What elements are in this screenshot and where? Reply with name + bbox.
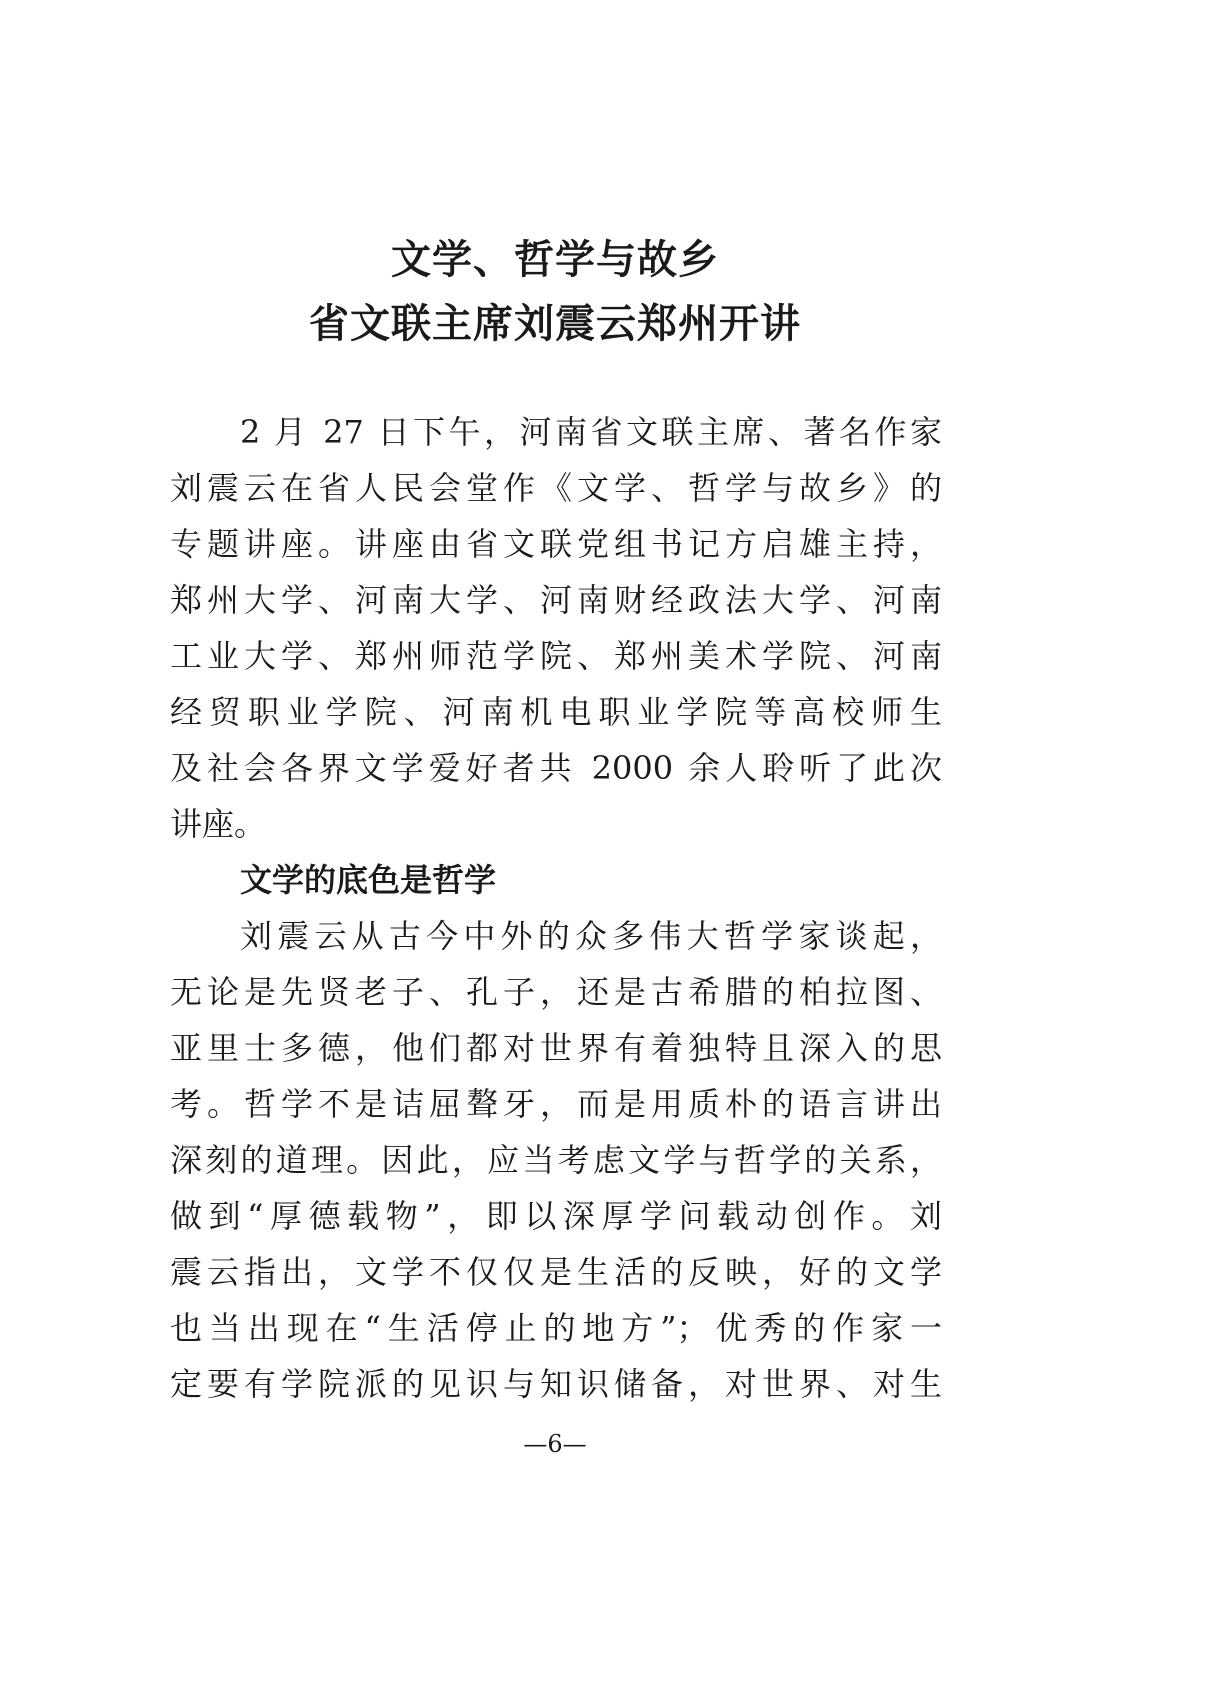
paragraph-line: 经贸职业学院、河南机电职业学院等高校师生 — [170, 693, 942, 731]
paragraph-line: 专题讲座。讲座由省文联党组书记方启雄主持， — [170, 525, 942, 563]
paragraph-line: 做到“厚德载物”，即以深厚学问载动创作。刘 — [170, 1197, 942, 1235]
paragraph-line: 讲座。 — [170, 805, 267, 843]
paragraph-line: 亚里士多德，他们都对世界有着独特且深入的思 — [170, 1029, 942, 1067]
article-title-line-1: 文学、哲学与故乡 — [391, 236, 719, 283]
article-title-line-2: 省文联主席刘震云郑州开讲 — [309, 300, 801, 347]
paragraph-line: 震云指出，文学不仅仅是生活的反映，好的文学 — [170, 1253, 942, 1291]
paragraph-line: 及社会各界文学爱好者共 2000 余人聆听了此次 — [170, 749, 942, 787]
paragraph-line: 郑州大学、河南大学、河南财经政法大学、河南 — [170, 581, 942, 619]
article-body — [170, 404, 942, 1412]
paragraph-line: 也当出现在“生活停止的地方”；优秀的作家一 — [170, 1309, 942, 1347]
paragraph-line: 深刻的道理。因此，应当考虑文学与哲学的关系， — [170, 1141, 942, 1179]
paragraph-line: 2 月 27 日下午，河南省文联主席、著名作家 — [240, 413, 942, 451]
paragraph-line: 刘震云从古今中外的众多伟大哲学家谈起， — [240, 917, 942, 955]
paragraph-line: 无论是先贤老子、孔子，还是古希腊的柏拉图、 — [170, 973, 942, 1011]
page-number: —6— — [523, 1430, 587, 1458]
paragraph-line: 定要有学院派的见识与知识储备，对世界、对生 — [170, 1365, 942, 1403]
paragraph-line: 考。哲学不是诘屈聱牙，而是用质朴的语言讲出 — [170, 1085, 942, 1123]
paragraph-line: 工业大学、郑州师范学院、郑州美术学院、河南 — [170, 637, 942, 675]
paragraph-line: 刘震云在省人民会堂作《文学、哲学与故乡》的 — [170, 469, 942, 507]
section-heading: 文学的底色是哲学 — [240, 861, 497, 899]
